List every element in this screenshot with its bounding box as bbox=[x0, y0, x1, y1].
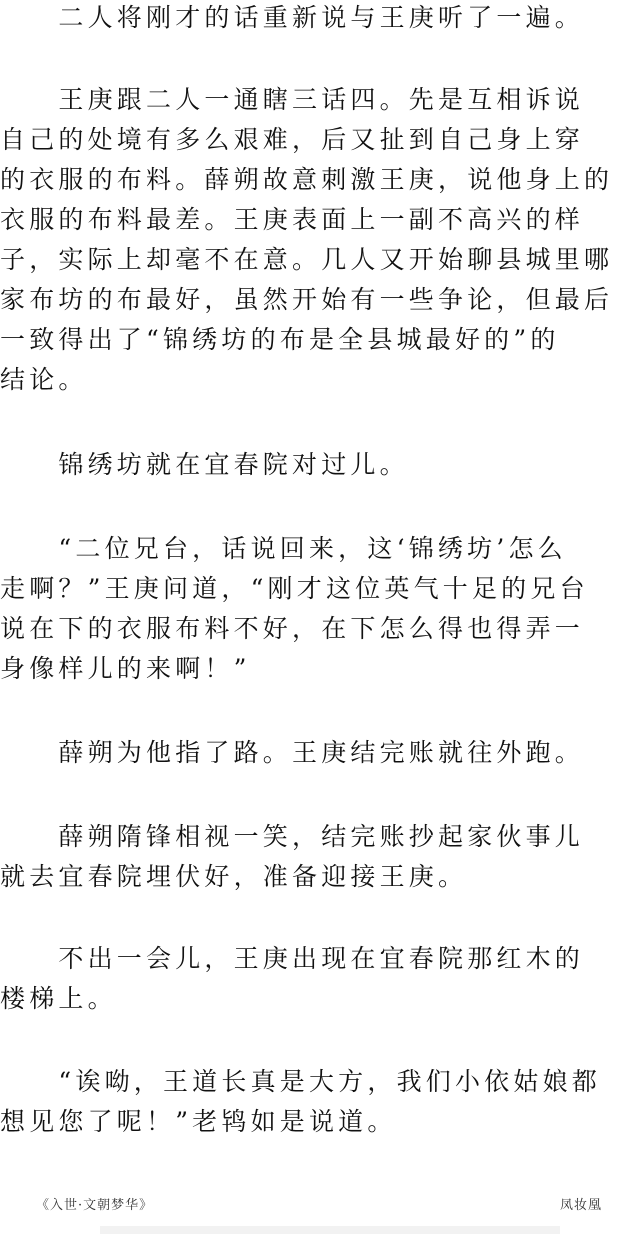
text-line: 结论。 bbox=[0, 365, 88, 394]
text-line: “诶呦，王道长真是大方，我们小依姑娘都 bbox=[0, 1067, 601, 1096]
text-line: 一致得出了“锦绣坊的布是全县城最好的”的 bbox=[0, 325, 560, 354]
bottom-divider bbox=[100, 1226, 560, 1234]
text-line: 楼梯上。 bbox=[0, 984, 117, 1013]
footer-author: 凤妆凰 bbox=[559, 1198, 602, 1213]
text-line: 走啊？”王庚问道，“刚才这位英气十足的兄台 bbox=[0, 574, 589, 603]
text-line: 身像样儿的来啊！” bbox=[0, 654, 251, 683]
text-line: 衣服的布料最差。王庚表面上一副不高兴的样 bbox=[0, 205, 585, 234]
text-line: 子，实际上却毫不在意。几人又开始聊县城里哪 bbox=[0, 245, 614, 274]
text-line: 的衣服的布料。薛朔故意刺激王庚，说他身上的 bbox=[0, 165, 614, 194]
footer-book-title: 《入世·文朝梦华》 bbox=[36, 1198, 154, 1213]
text-line: 想见您了呢！”老鸨如是说道。 bbox=[0, 1107, 397, 1136]
text-line: 薛朔为他指了路。王庚结完账就往外跑。 bbox=[0, 738, 585, 767]
text-line: 薛朔隋锋相视一笑，结完账抄起家伙事儿 bbox=[0, 822, 585, 851]
text-line: 王庚跟二人一通瞎三话四。先是互相诉说 bbox=[0, 85, 585, 114]
text-line: 二人将刚才的话重新说与王庚听了一遍。 bbox=[0, 3, 585, 32]
text-line: “二位兄台，话说回来，这‘锦绣坊’怎么 bbox=[0, 534, 567, 563]
text-line: 家布坊的布最好，虽然开始有一些争论，但最后 bbox=[0, 285, 614, 314]
text-line: 说在下的衣服布料不好，在下怎么得也得弄一 bbox=[0, 614, 585, 643]
text-line: 自己的处境有多么艰难，后又扯到自己身上穿 bbox=[0, 125, 585, 154]
text-line: 锦绣坊就在宜春院对过儿。 bbox=[0, 450, 409, 479]
text-line: 不出一会儿，王庚出现在宜春院那红木的 bbox=[0, 944, 585, 973]
text-line: 就去宜春院埋伏好，准备迎接王庚。 bbox=[0, 862, 468, 891]
